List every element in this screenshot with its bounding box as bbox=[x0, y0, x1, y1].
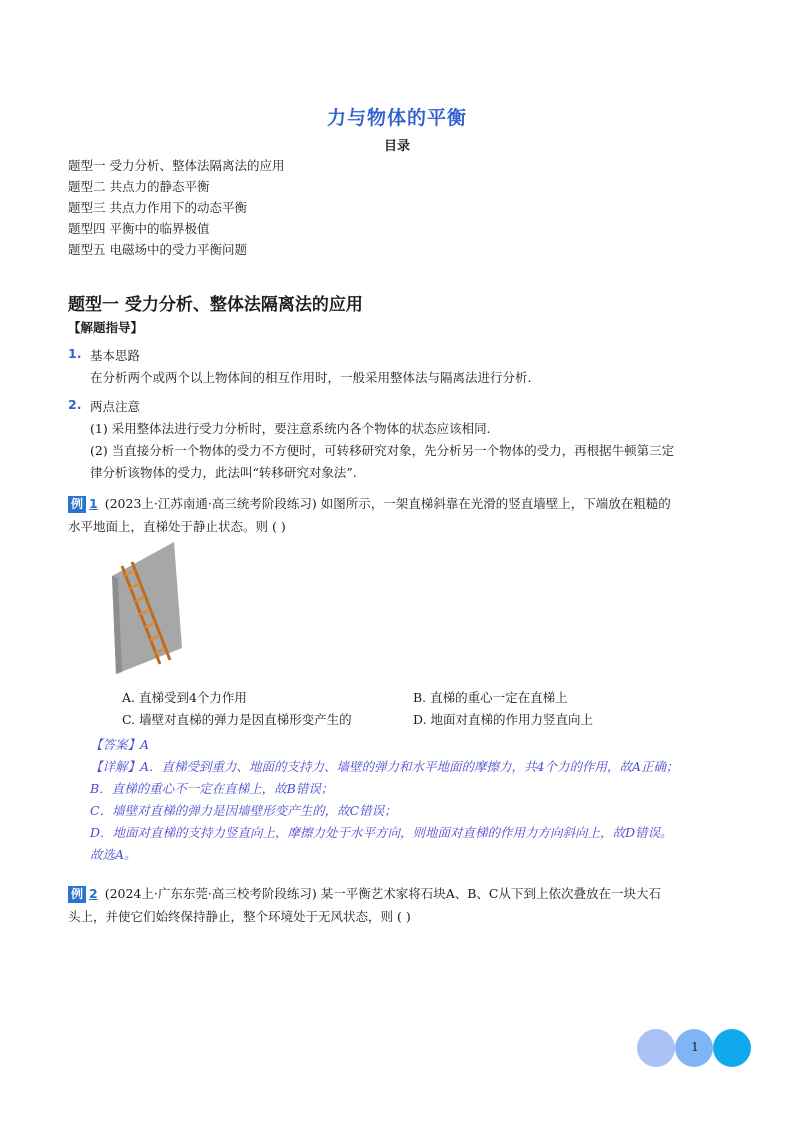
toc-heading: 目录 bbox=[383, 139, 410, 154]
section-heading: 题型一 受力分析、整体法隔离法的应用 bbox=[68, 295, 363, 315]
toc-item-1[interactable]: 题型一 受力分析、整体法隔离法的应用 bbox=[68, 158, 285, 173]
analysis-line-5: 故选A。 bbox=[90, 847, 137, 862]
answer-line: 【答案】A bbox=[90, 737, 150, 752]
point-2-heading: 两点注意 bbox=[90, 399, 141, 414]
example-badge: 例 bbox=[68, 496, 86, 513]
point-1-text: 在分析两个或两个以上物体间的相互作用时，一般采用整体法与隔离法进行分析. bbox=[90, 370, 532, 385]
option-b[interactable]: B. 直梯的重心一定在直梯上 bbox=[413, 690, 568, 705]
example-2-stem bbox=[68, 884, 661, 903]
badge-circle-left bbox=[637, 1029, 675, 1067]
page-title: 力与物体的平衡 bbox=[326, 107, 467, 129]
analysis-line-2: B．直梯的重心不一定在直梯上，故B错误； bbox=[90, 781, 334, 796]
point-2-text-3: 律分析该物体的受力，此法叫“转移研究对象法”. bbox=[90, 465, 357, 480]
analysis-line-4: D．地面对直梯的支持力竖直向上，摩擦力处于水平方向，则地面对直梯的作用力方向斜向上，故D错误。 bbox=[90, 825, 673, 840]
option-c[interactable]: C. 墙壁对直梯的弹力是因直梯形变产生的 bbox=[122, 712, 352, 727]
analysis-line-3: C．墙壁对直梯的弹力是因墙壁形变产生的，故C错误； bbox=[90, 803, 397, 818]
point-1-heading: 基本思路 bbox=[90, 348, 141, 363]
example-1-line-1: (2023上·江苏南通·高三统考阶段练习) 如图所示，一架直梯斜靠在光滑的竖直墙壁上，下端放在粗糙的 bbox=[104, 496, 671, 511]
point-2-text-2: (2) 当直接分析一个物体的受力不方便时，可转移研究对象，先分析另一个物体的受力，再根据牛顿第三定 bbox=[90, 443, 675, 458]
example-1-line-2: 水平地面上，直梯处于静止状态。则 ( ) bbox=[68, 519, 286, 534]
example-badge: 例 bbox=[68, 886, 86, 903]
example-number: 2 bbox=[89, 886, 98, 901]
ladder-figure bbox=[108, 538, 190, 674]
toc-item-2[interactable]: 题型二 共点力的静态平衡 bbox=[68, 179, 210, 194]
page-number: 1 bbox=[691, 1040, 699, 1054]
option-d[interactable]: D. 地面对直梯的作用力竖直向上 bbox=[413, 712, 594, 727]
example-1-stem bbox=[68, 494, 671, 513]
point-2-number: 2. bbox=[68, 397, 82, 412]
toc-item-4[interactable]: 题型四 平衡中的临界极值 bbox=[68, 221, 210, 236]
toc-item-5[interactable]: 题型五 电磁场中的受力平衡问题 bbox=[68, 242, 247, 257]
point-2-text-1: (1) 采用整体法进行受力分析时，要注意系统内各个物体的状态应该相同. bbox=[90, 421, 491, 436]
analysis-line-1: 【详解】A．直梯受到重力、地面的支持力、墙壁的弹力和水平地面的摩擦力，共4个力的作用，故A正确； bbox=[90, 759, 679, 774]
option-a[interactable]: A. 直梯受到4个力作用 bbox=[122, 690, 247, 705]
example-number: 1 bbox=[89, 496, 98, 511]
point-1-number: 1. bbox=[68, 346, 82, 361]
wall-shape bbox=[112, 542, 182, 674]
table-of-contents bbox=[68, 155, 284, 260]
badge-circle-right bbox=[713, 1029, 751, 1067]
example-2-line-1: (2024上·广东东莞·高三校考阶段练习) 某一平衡艺术家将石块A、B、C从下到上依次叠放在一块大石 bbox=[104, 886, 661, 901]
toc-item-3[interactable]: 题型三 共点力作用下的动态平衡 bbox=[68, 200, 247, 215]
example-2-line-2: 头上，并使它们始终保持静止，整个环境处于无风状态，则 ( ) bbox=[68, 909, 411, 924]
guide-label: 【解题指导】 bbox=[68, 320, 144, 335]
